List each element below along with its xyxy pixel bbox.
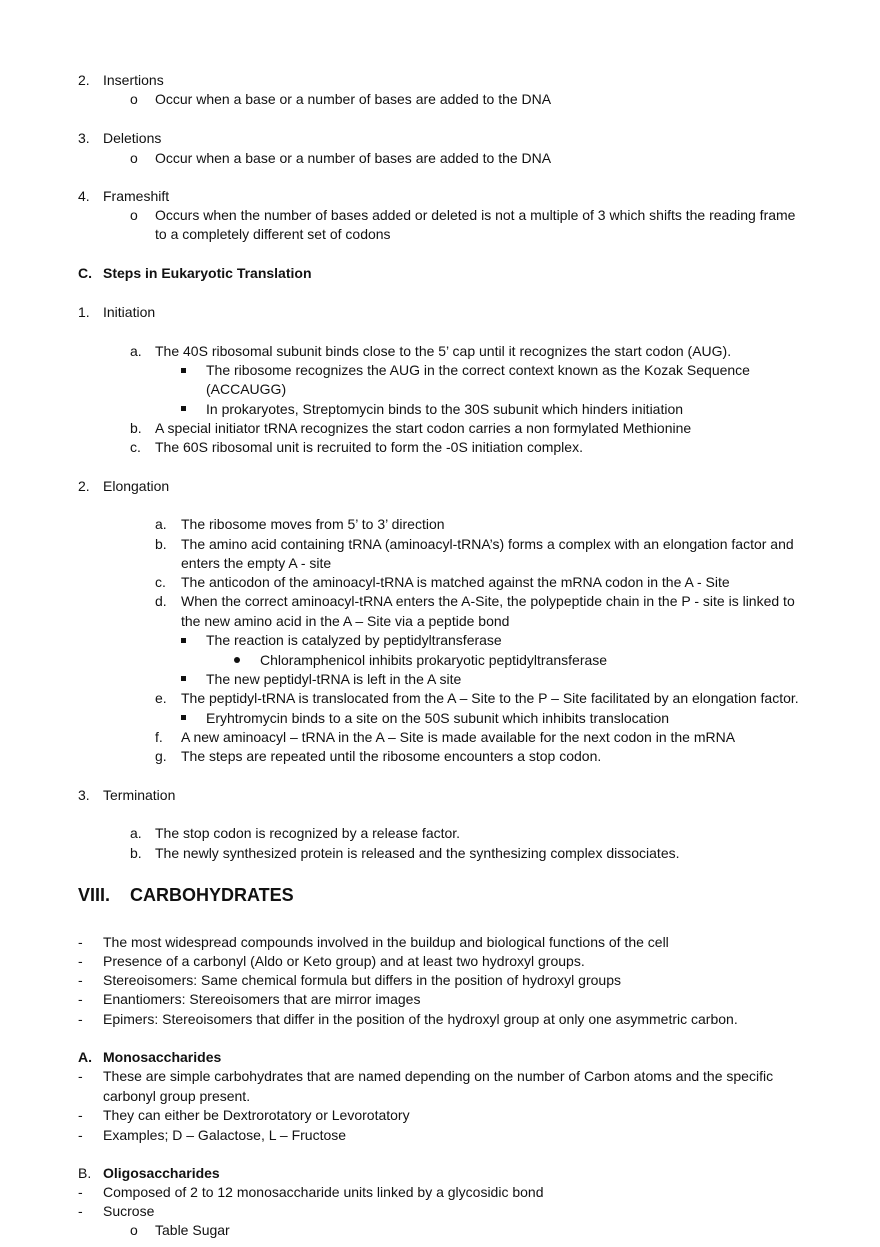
subsection-heading-oligosaccharides: Oligosaccharides — [103, 1165, 220, 1181]
list-marker: c. — [130, 439, 141, 455]
round-bullet-icon — [234, 657, 240, 663]
mono-point-2: They can either be Dextrorotatory or Levorotatory — [103, 1107, 410, 1123]
initiation-step-a: The 40S ribosomal subunit binds close to the 5’ cap until it recognizes the start codon (AUG). — [155, 343, 732, 359]
list-marker: g. — [155, 748, 167, 764]
list-number: 4. — [78, 188, 90, 204]
elongation-step-d-sub1-detail: Chloramphenicol inhibits prokaryotic peptidyltransferase — [260, 652, 608, 668]
square-bullet-icon — [181, 715, 186, 720]
mono-point-1-line1: These are simple carbohydrates that are named depending on the number of Carbon atoms and the specific — [103, 1068, 774, 1084]
chapter-title: CARBOHYDRATES — [130, 885, 294, 905]
initiation-step-c: The 60S ribosomal unit is recruited to form the -0S initiation complex. — [155, 439, 583, 455]
oligo-point-2: Sucrose — [103, 1203, 155, 1219]
initiation-step-a-sub1-line1: The ribosome recognizes the AUG in the correct context known as the Kozak Sequence — [206, 362, 750, 378]
list-marker: a. — [130, 343, 142, 359]
termination-step-b: The newly synthesized protein is released and the synthesizing complex dissociates. — [155, 845, 680, 861]
square-bullet-icon — [181, 676, 186, 681]
step-title-termination: Termination — [103, 787, 176, 803]
list-marker: f. — [155, 729, 163, 745]
list-number: 3. — [78, 130, 90, 146]
list-number: 2. — [78, 72, 90, 88]
dash-bullet: - — [78, 991, 83, 1007]
list-marker: b. — [130, 845, 142, 861]
elongation-step-d-line2: the new amino acid in the A – Site via a peptide bond — [181, 613, 510, 629]
subsection-letter: A. — [78, 1049, 92, 1065]
insertions-description: Occur when a base or a number of bases are added to the DNA — [155, 91, 552, 107]
dash-bullet: - — [78, 1107, 83, 1123]
bullet-o: o — [130, 150, 138, 166]
frameshift-description-line1: Occurs when the number of bases added or deleted is not a multiple of 3 which shifts the reading frame — [155, 207, 796, 223]
elongation-step-b-line2: enters the empty A - site — [181, 555, 332, 571]
mono-point-3: Examples; D – Galactose, L – Fructose — [103, 1127, 347, 1143]
chapter-numeral: VIII. — [78, 885, 111, 905]
item-title-insertions: Insertions — [103, 72, 164, 88]
mono-point-1-line2: carbonyl group present. — [103, 1088, 251, 1104]
list-marker: b. — [130, 420, 142, 436]
carb-point: Presence of a carbonyl (Aldo or Keto group) and at least two hydroxyl groups. — [103, 953, 585, 969]
list-marker: b. — [155, 536, 167, 552]
dash-bullet: - — [78, 934, 83, 950]
list-number: 3. — [78, 787, 90, 803]
dash-bullet: - — [78, 1203, 83, 1219]
section-heading: Steps in Eukaryotic Translation — [103, 265, 312, 281]
deletions-description: Occur when a base or a number of bases are added to the DNA — [155, 150, 552, 166]
item-title-deletions: Deletions — [103, 130, 162, 146]
square-bullet-icon — [181, 368, 186, 373]
item-title-frameshift: Frameshift — [103, 188, 170, 204]
termination-step-a: The stop codon is recognized by a release factor. — [155, 825, 461, 841]
list-marker: a. — [155, 516, 167, 532]
elongation-step-c: The anticodon of the aminoacyl-tRNA is matched against the mRNA codon in the A - Site — [181, 574, 730, 590]
bullet-o: o — [130, 207, 138, 223]
oligo-point-2-sub: Table Sugar — [155, 1222, 230, 1238]
dash-bullet: - — [78, 972, 83, 988]
list-marker: d. — [155, 593, 167, 609]
list-number: 2. — [78, 478, 90, 494]
elongation-step-b-line1: The amino acid containing tRNA (aminoacyl-tRNA’s) forms a complex with an elongation factor and — [181, 536, 794, 552]
elongation-step-a: The ribosome moves from 5’ to 3’ direction — [181, 516, 445, 532]
initiation-step-a-sub1-line2: (ACCAUGG) — [206, 381, 287, 397]
list-number: 1. — [78, 304, 90, 320]
elongation-step-d-line1: When the correct aminoacyl-tRNA enters the A-Site, the polypeptide chain in the P - site is linked to — [181, 593, 795, 609]
step-title-initiation: Initiation — [103, 304, 156, 320]
dash-bullet: - — [78, 1068, 83, 1084]
step-title-elongation: Elongation — [103, 478, 170, 494]
bullet-o: o — [130, 1222, 138, 1238]
elongation-step-e-sub: Eryhtromycin binds to a site on the 50S subunit which inhibits translocation — [206, 710, 670, 726]
subsection-letter: B. — [78, 1165, 92, 1181]
list-marker: e. — [155, 690, 167, 706]
elongation-step-g: The steps are repeated until the ribosome encounters a stop codon. — [181, 748, 602, 764]
square-bullet-icon — [181, 638, 186, 643]
carb-point: Enantiomers: Stereoisomers that are mirror images — [103, 991, 421, 1007]
dash-bullet: - — [78, 1184, 83, 1200]
dash-bullet: - — [78, 1011, 83, 1027]
elongation-step-d-sub1: The reaction is catalyzed by peptidyltransferase — [206, 632, 502, 648]
section-letter: C. — [78, 265, 92, 281]
list-marker: c. — [155, 574, 166, 590]
oligo-point-1: Composed of 2 to 12 monosaccharide units linked by a glycosidic bond — [103, 1184, 544, 1200]
initiation-step-b: A special initiator tRNA recognizes the start codon carries a non formylated Methionine — [155, 420, 692, 436]
initiation-step-a-sub2: In prokaryotes, Streptomycin binds to the 30S subunit which hinders initiation — [206, 401, 684, 417]
dash-bullet: - — [78, 1127, 83, 1143]
frameshift-description-line2: to a completely different set of codons — [155, 226, 391, 242]
carb-point: Stereoisomers: Same chemical formula but differs in the position of hydroxyl groups — [103, 972, 621, 988]
bullet-o: o — [130, 91, 138, 107]
square-bullet-icon — [181, 406, 186, 411]
elongation-step-f: A new aminoacyl – tRNA in the A – Site is made available for the next codon in the mRNA — [181, 729, 736, 745]
elongation-step-d-sub2: The new peptidyl-tRNA is left in the A site — [206, 671, 462, 687]
elongation-step-e: The peptidyl-tRNA is translocated from the A – Site to the P – Site facilitated by an elongation factor. — [181, 690, 799, 706]
subsection-heading-monosaccharides: Monosaccharides — [103, 1049, 222, 1065]
carb-point: Epimers: Stereoisomers that differ in the position of the hydroxyl group at only one asymmetric carbon. — [103, 1011, 738, 1027]
dash-bullet: - — [78, 953, 83, 969]
list-marker: a. — [130, 825, 142, 841]
carb-point: The most widespread compounds involved in the buildup and biological functions of the cell — [103, 934, 669, 950]
